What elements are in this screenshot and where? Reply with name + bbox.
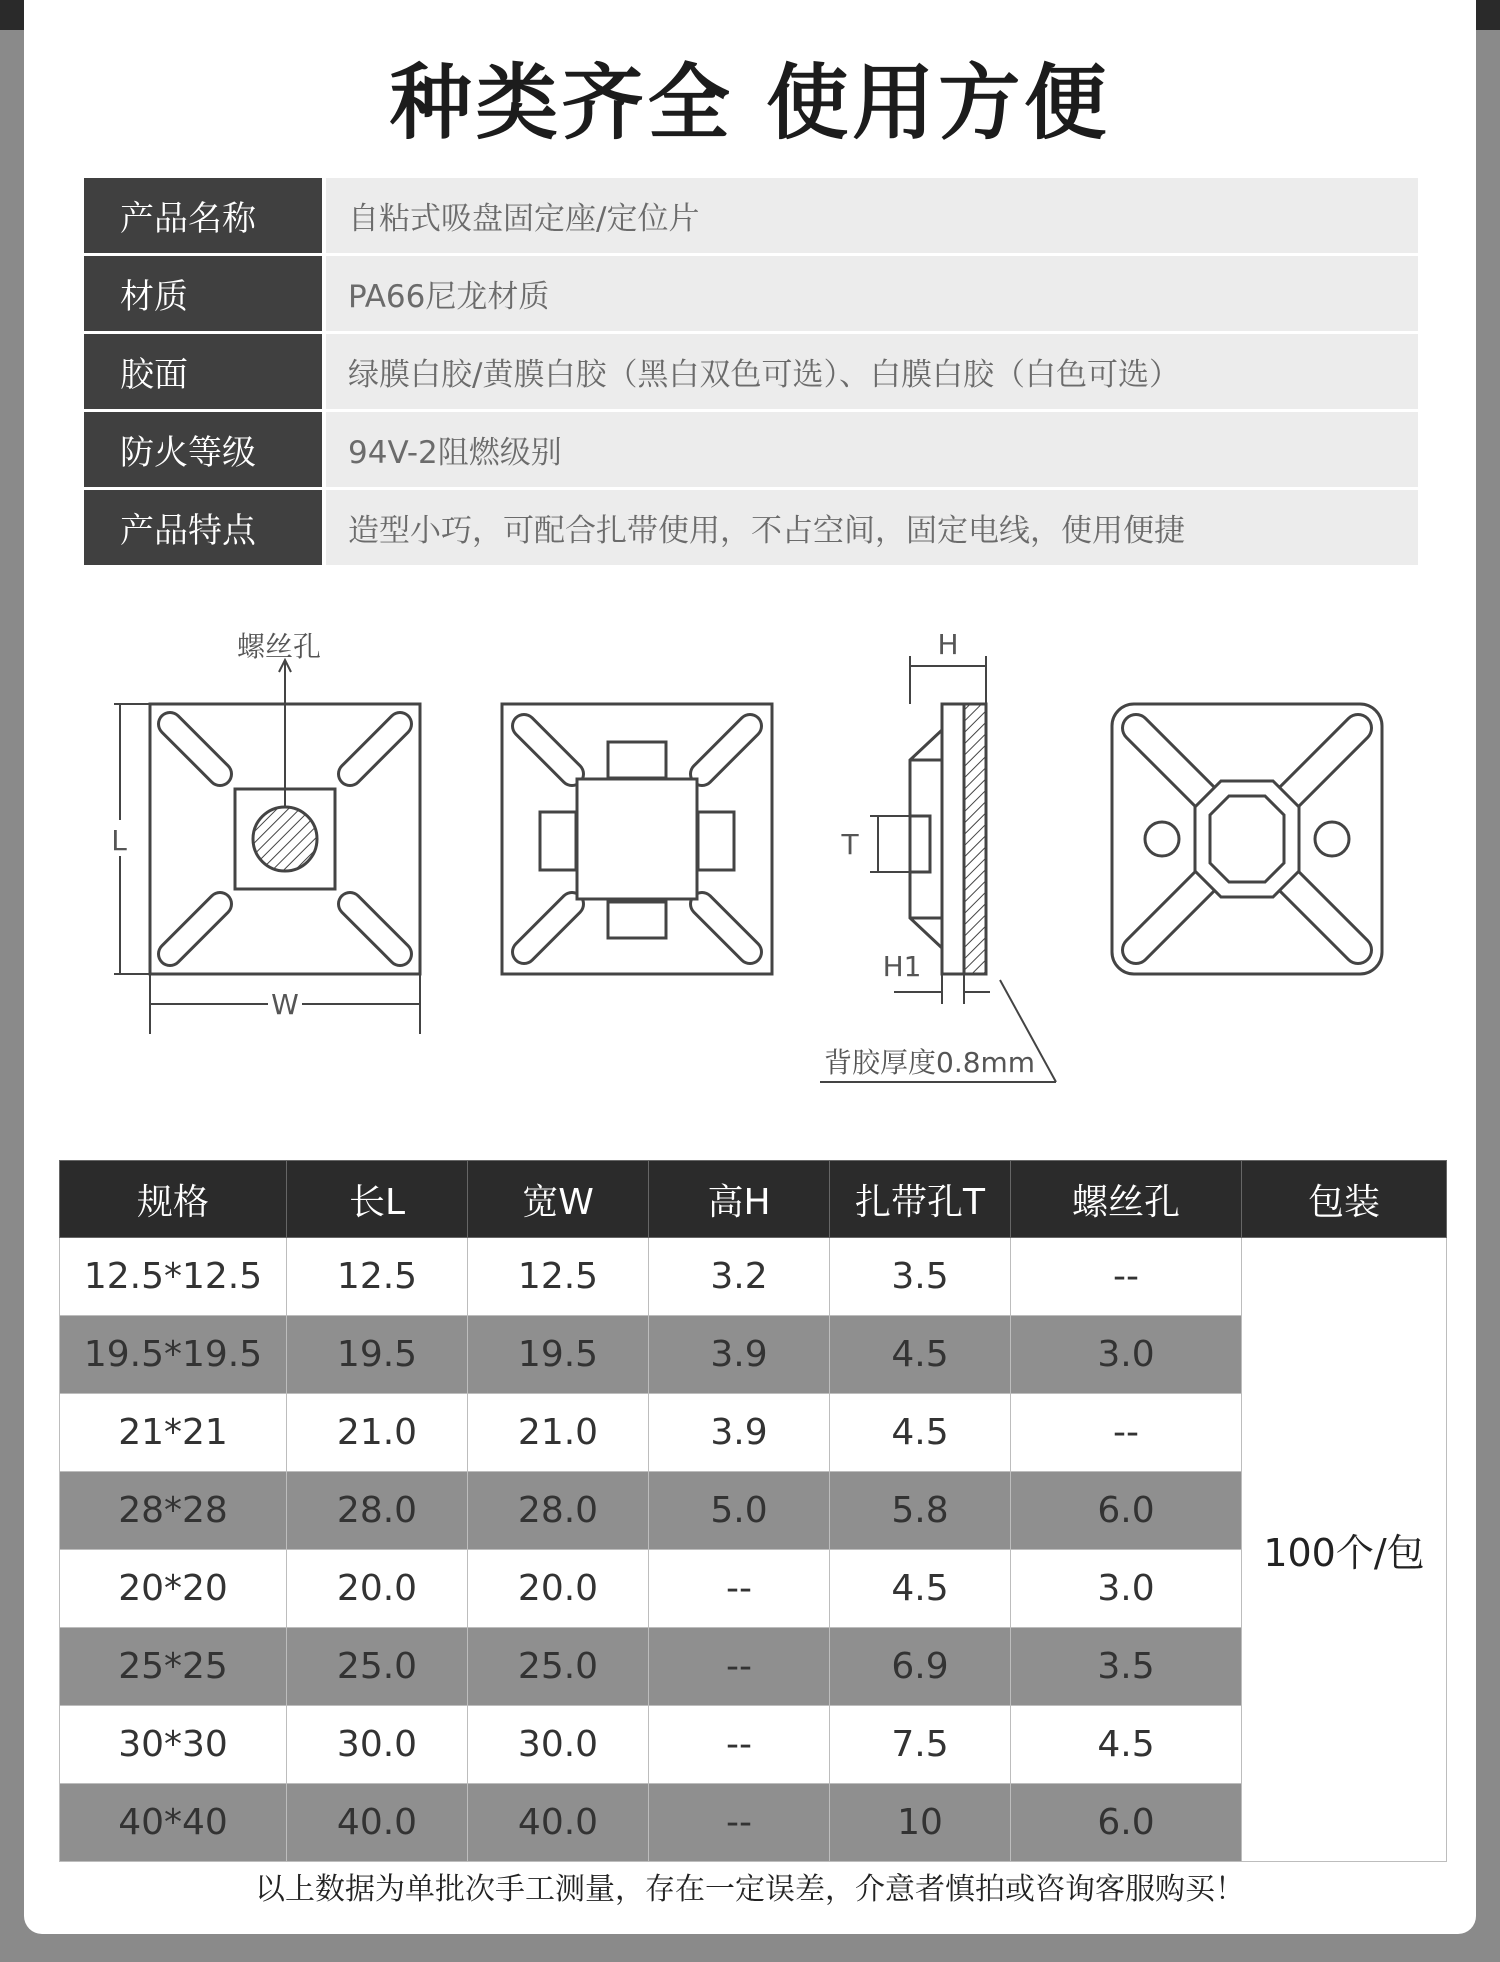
table-cell: 25*25 xyxy=(60,1628,287,1706)
table-cell: 3.9 xyxy=(649,1316,830,1394)
table-row xyxy=(60,1238,1447,1316)
table-header-row xyxy=(60,1161,1447,1238)
table-cell: 25.0 xyxy=(287,1628,468,1706)
spec-label: 产品特点 xyxy=(84,490,322,565)
spec-label: 防火等级 xyxy=(84,412,322,487)
page-title: 种类齐全 使用方便 xyxy=(389,56,1111,151)
spec-row xyxy=(84,256,1418,331)
table-row xyxy=(60,1706,1447,1784)
table-cell: 30.0 xyxy=(468,1706,649,1784)
table-cell: 3.5 xyxy=(1011,1628,1242,1706)
table-cell: 21*21 xyxy=(60,1394,287,1472)
spec-table xyxy=(84,178,1418,568)
table-row xyxy=(60,1784,1447,1862)
table-cell: 3.2 xyxy=(649,1238,830,1316)
spec-label: 胶面 xyxy=(84,334,322,409)
tab-top xyxy=(608,742,666,778)
table-cell: 19.5 xyxy=(468,1316,649,1394)
screw-hole-circle xyxy=(253,807,317,871)
table-cell: -- xyxy=(649,1784,830,1862)
table-cell: 10 xyxy=(830,1784,1011,1862)
table-cell: 4.5 xyxy=(1011,1706,1242,1784)
column-header: 高H xyxy=(649,1161,830,1238)
table-cell: 6.9 xyxy=(830,1628,1011,1706)
table-cell: 40.0 xyxy=(468,1784,649,1862)
table-cell: 6.0 xyxy=(1011,1472,1242,1550)
table-cell: 28.0 xyxy=(468,1472,649,1550)
table-cell: 12.5*12.5 xyxy=(60,1238,287,1316)
table-cell: 5.8 xyxy=(830,1472,1011,1550)
mount-hole-right xyxy=(1315,822,1349,856)
width-label: W xyxy=(271,988,299,1021)
spec-row xyxy=(84,490,1418,565)
adhesive-thickness-label: 背胶厚度0.8mm xyxy=(824,1046,1036,1079)
table-cell: 40.0 xyxy=(287,1784,468,1862)
table-cell: 3.0 xyxy=(1011,1316,1242,1394)
column-header: 规格 xyxy=(60,1161,287,1238)
packaging-cell: 100个/包 xyxy=(1242,1238,1447,1862)
product-card xyxy=(24,0,1476,1934)
table-cell: 7.5 xyxy=(830,1706,1011,1784)
table-row xyxy=(60,1472,1447,1550)
tab-left xyxy=(540,812,576,870)
table-cell: 3.9 xyxy=(649,1394,830,1472)
table-cell: -- xyxy=(649,1706,830,1784)
table-cell: 4.5 xyxy=(830,1550,1011,1628)
column-header: 扎带孔T xyxy=(830,1161,1011,1238)
table-cell: 6.0 xyxy=(1011,1784,1242,1862)
column-header: 包装 xyxy=(1242,1161,1447,1238)
table-cell: 21.0 xyxy=(287,1394,468,1472)
table-cell: 21.0 xyxy=(468,1394,649,1472)
table-row xyxy=(60,1316,1447,1394)
table-row xyxy=(60,1394,1447,1472)
mount-hole-left xyxy=(1145,822,1179,856)
spec-row xyxy=(84,334,1418,409)
spec-value: 造型小巧，可配合扎带使用，不占空间，固定电线，使用便捷 xyxy=(326,490,1418,565)
table-cell: 3.5 xyxy=(830,1238,1011,1316)
column-header: 长L xyxy=(287,1161,468,1238)
table-cell: 20.0 xyxy=(468,1550,649,1628)
table-cell: 4.5 xyxy=(830,1316,1011,1394)
spec-value: 自粘式吸盘固定座/定位片 xyxy=(326,178,1418,253)
tie-hole-label: T xyxy=(841,828,859,861)
spec-row xyxy=(84,178,1418,253)
spec-row xyxy=(84,412,1418,487)
tab-bottom xyxy=(608,902,666,938)
table-cell: 3.0 xyxy=(1011,1550,1242,1628)
height-label: H xyxy=(937,628,959,661)
table-cell: 20.0 xyxy=(287,1550,468,1628)
column-header: 宽W xyxy=(468,1161,649,1238)
base-plate xyxy=(942,704,964,974)
spec-label: 材质 xyxy=(84,256,322,331)
back-view-drawing xyxy=(502,704,772,974)
table-cell: 28*28 xyxy=(60,1472,287,1550)
table-cell: 30*30 xyxy=(60,1706,287,1784)
tab-right xyxy=(698,812,734,870)
table-cell: 4.5 xyxy=(830,1394,1011,1472)
length-label: L xyxy=(111,824,127,857)
drawing-canvas xyxy=(24,620,1476,1100)
tie-slot xyxy=(910,816,930,872)
spec-value: PA66尼龙材质 xyxy=(326,256,1418,331)
table-cell: 25.0 xyxy=(468,1628,649,1706)
table-cell: 19.5 xyxy=(287,1316,468,1394)
table-cell: 12.5 xyxy=(468,1238,649,1316)
column-header: 螺丝孔 xyxy=(1011,1161,1242,1238)
front-view-drawing xyxy=(114,660,420,1034)
table-cell: 20*20 xyxy=(60,1550,287,1628)
technical-drawings xyxy=(24,620,1476,1100)
adhesive-layer xyxy=(964,704,986,974)
spec-value: 94V-2阻燃级别 xyxy=(326,412,1418,487)
table-cell: 19.5*19.5 xyxy=(60,1316,287,1394)
h1-label: H1 xyxy=(882,950,922,983)
table-cell: 30.0 xyxy=(287,1706,468,1784)
table-cell: 28.0 xyxy=(287,1472,468,1550)
center-square xyxy=(577,779,697,899)
spec-label: 产品名称 xyxy=(84,178,322,253)
table-cell: -- xyxy=(649,1550,830,1628)
screw-hole-label: 螺丝孔 xyxy=(236,630,322,663)
table-cell: 5.0 xyxy=(649,1472,830,1550)
table-row xyxy=(60,1628,1447,1706)
table-cell: -- xyxy=(1011,1238,1242,1316)
profile-outline xyxy=(910,730,942,948)
table-cell: 12.5 xyxy=(287,1238,468,1316)
disclaimer-footnote: 以上数据为单批次手工测量，存在一定误差，介意者慎拍或咨询客服购买！ xyxy=(255,1872,1245,1907)
spec-value: 绿膜白胶/黄膜白胶（黑白双色可选）、白膜白胶（白色可选） xyxy=(326,334,1418,409)
table-cell: -- xyxy=(649,1628,830,1706)
side-view-drawing xyxy=(820,656,1056,1082)
table-cell: -- xyxy=(1011,1394,1242,1472)
table-cell: 40*40 xyxy=(60,1784,287,1862)
table-row xyxy=(60,1550,1447,1628)
size-table xyxy=(59,1160,1447,1862)
top-view-drawing xyxy=(1112,704,1382,974)
